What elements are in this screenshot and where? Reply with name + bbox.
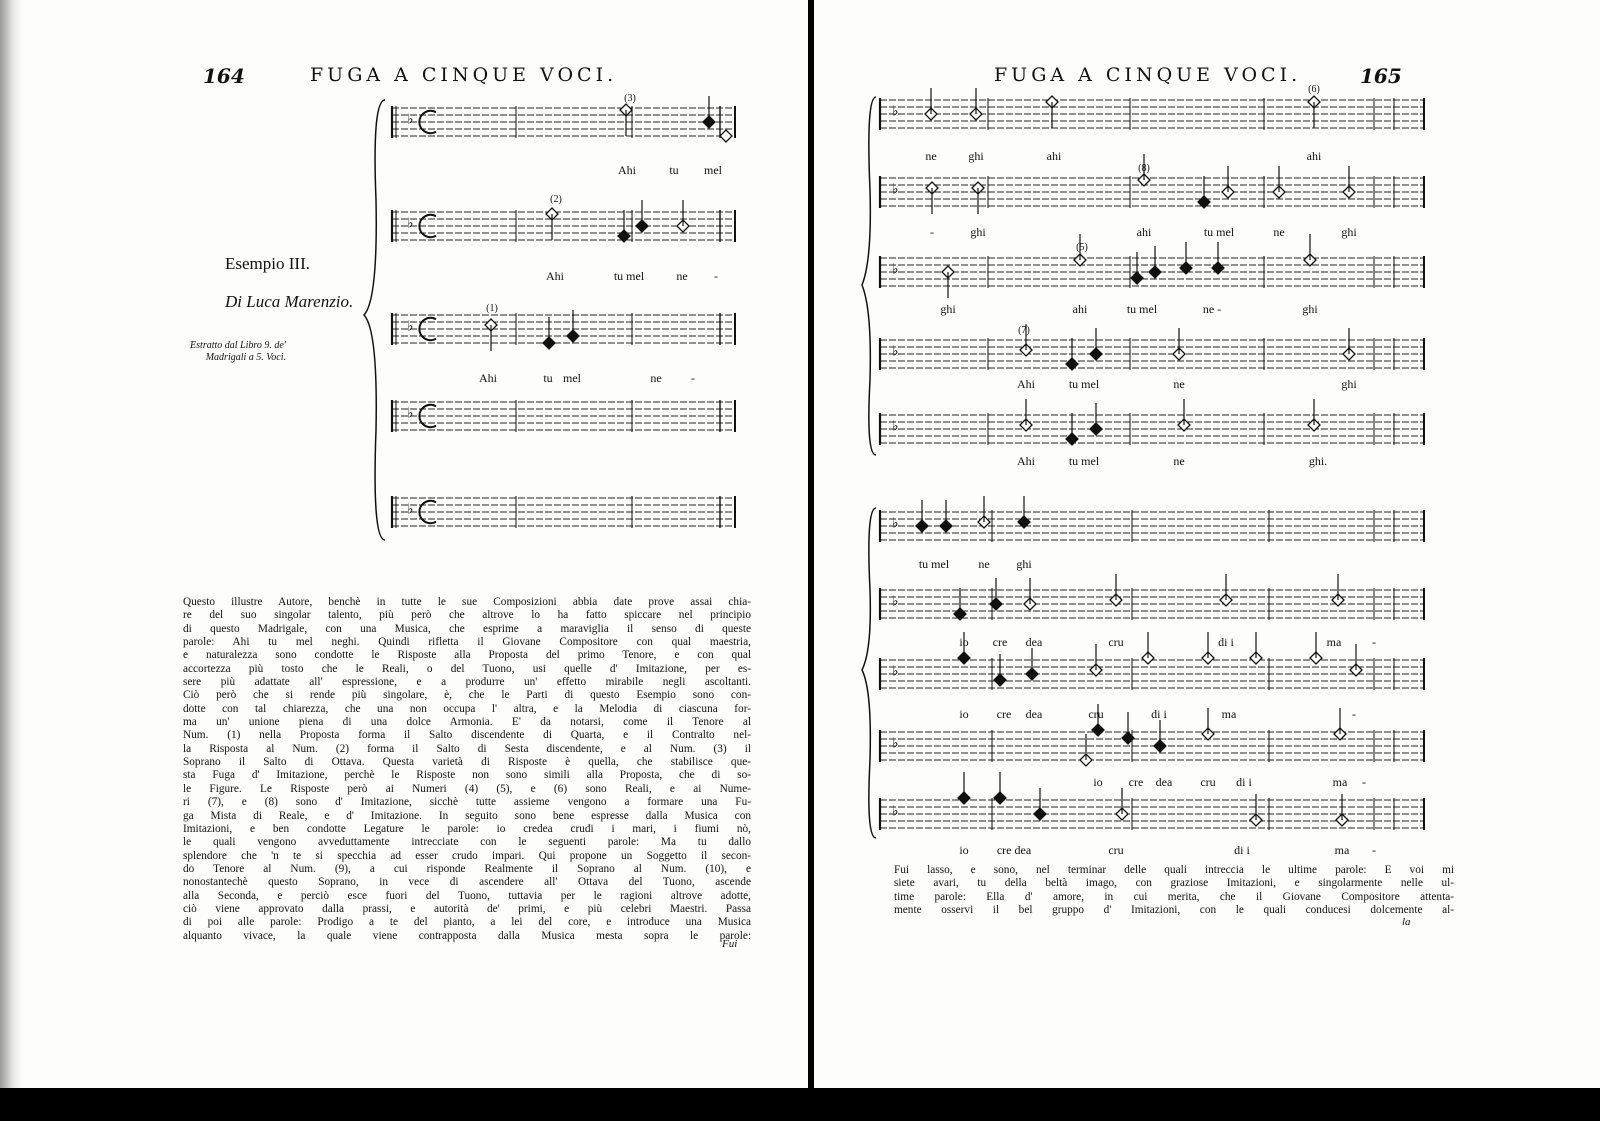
flat-sign: ♭ xyxy=(407,215,414,232)
page-number: 165 xyxy=(1360,64,1402,88)
lyric-syllable: cru xyxy=(1108,843,1124,857)
text-line: le Figure. Le Risposte però ai Numeri (4) (5), e (6) sono Reali, e ai Nume- xyxy=(183,782,751,795)
lyric-syllable: Ahi xyxy=(479,371,497,385)
lyric-syllable: ahi xyxy=(1136,225,1152,239)
body-text-left xyxy=(183,596,751,943)
text-line: splendore che 'n te si specchia ad esser crudo impari. Qui propone un Soggetto il secon- xyxy=(183,849,751,862)
lyric-syllable: ghi xyxy=(1341,225,1357,239)
example-author: Di Luca Marenzio. xyxy=(225,292,354,311)
lyric-syllable: tu mel xyxy=(1126,302,1158,316)
flat-sign: ♭ xyxy=(407,318,414,335)
text-line: e naturalezza sono condotte le Risposte alla Proposta del primo Tenore, e con qual xyxy=(183,649,751,662)
lyric-syllable: cru xyxy=(1108,635,1124,649)
system-brace xyxy=(862,508,876,838)
lyric-syllable: ghi xyxy=(1016,557,1032,571)
flat-sign: ♭ xyxy=(407,405,414,422)
reference-number: (5) xyxy=(1076,242,1088,253)
lyric-syllable: tu mel xyxy=(613,269,645,283)
text-line: ciò viene approvato dalla prassi, e autorità de' primi, e più celebri Maestri. Passa xyxy=(183,902,751,915)
lyric-syllable: mel xyxy=(563,371,581,385)
lyric-syllable: ahi xyxy=(1046,149,1062,163)
flat-sign: ♭ xyxy=(407,501,414,518)
lyric-syllable: ne - xyxy=(1202,302,1222,316)
flat-sign: ♭ xyxy=(892,803,899,820)
text-line: sere più adattate all' espressione, e a produrre un' effetto mirabile negli ascoltanti. xyxy=(183,676,751,689)
text-line: Questo illustre Autore, benchè in tutte le sue Composizioni abbia date prove assai chia- xyxy=(183,596,751,608)
flat-sign: ♭ xyxy=(892,515,899,532)
text-line: Soprano il Salto di Ottava. Questa varietà di Risposte è quella, che stabilisce que- xyxy=(183,756,751,769)
lyric-syllable: tu xyxy=(669,163,679,177)
catchword: la xyxy=(1402,916,1411,928)
text-line: Num. (1) nella Proposta forma il Salto discendente di Quarta, e il Contralto nel- xyxy=(183,729,751,742)
lyric-syllable: ghi xyxy=(940,302,956,316)
lyric-syllable: tu mel xyxy=(1068,377,1100,391)
lyric-syllable: di i xyxy=(1234,843,1250,857)
text-line: time parole: Ella d' amore, in cui merita, che il Giovane Compositore attenta- xyxy=(894,890,1454,903)
system-brace xyxy=(364,100,385,540)
lyric-syllable: di i xyxy=(1151,707,1167,721)
text-line: di questo Madrigale, con una Musica, che esprime a maraviglia il senso di queste xyxy=(183,622,751,635)
example-source: Estratto dal Libro 9. de' Madrigali a 5. Voci. xyxy=(190,340,286,363)
lyric-syllable: - xyxy=(1372,843,1376,857)
reference-number: (3) xyxy=(624,93,636,104)
text-line: ga Mista di Reale, e d' Imitazione. In seguito sono bene espresse dalla Musica con xyxy=(183,809,751,822)
lyric-syllable: mel xyxy=(704,163,722,177)
reference-number: (6) xyxy=(1308,84,1320,95)
text-line: Fui lasso, e sono, nel terminar delle quali intreccia le ultime parole: E voi mi xyxy=(894,864,1454,876)
lyric-syllable: ne xyxy=(1273,225,1285,239)
flat-sign: ♭ xyxy=(892,103,899,120)
reference-number: (7) xyxy=(1018,325,1030,336)
lyric-syllable: ne xyxy=(1173,454,1185,468)
lyric-syllable: cre xyxy=(996,707,1012,721)
lyric-syllable: ghi. xyxy=(1308,454,1328,468)
lyric-syllable: ne xyxy=(676,269,688,283)
flat-sign: ♭ xyxy=(892,343,899,360)
music-score-right xyxy=(814,0,1600,860)
lyric-syllable: di i xyxy=(1236,775,1252,789)
lyric-syllable: Ahi xyxy=(546,269,564,283)
lyric-syllable: dea xyxy=(1155,775,1173,789)
running-title: FUGA A CINQUE VOCI. xyxy=(310,64,618,86)
lyric-syllable: io xyxy=(959,843,969,857)
lyric-syllable: ne xyxy=(650,371,662,385)
body-text-right xyxy=(894,864,1454,917)
lyric-syllable: ghi xyxy=(968,149,984,163)
lyric-syllable: - xyxy=(930,225,934,239)
lyric-syllable: ma xyxy=(1332,775,1348,789)
text-line: ma un' unione piena di una dolce Armonia. E' da notarsi, come il Tenore al xyxy=(183,716,751,729)
flat-sign: ♭ xyxy=(892,418,899,435)
text-line: accortezza più tosto che le Reali, o del Tuono, usi quelle d' Imitazione, per es- xyxy=(183,662,751,675)
lyric-syllable: cre xyxy=(992,635,1008,649)
flat-sign: ♭ xyxy=(892,593,899,610)
lyric-syllable: ne xyxy=(978,557,990,571)
lyric-syllable: cre xyxy=(1128,775,1144,789)
lyric-syllable: ahi xyxy=(1072,302,1088,316)
flat-sign: ♭ xyxy=(892,735,899,752)
lyric-syllable: tu mel xyxy=(918,557,950,571)
text-line: parole: Ahi tu mel neghi. Quindi rifletta il Giovane Compositore con qual maestria, xyxy=(183,636,751,649)
flat-sign: ♭ xyxy=(892,663,899,680)
text-line: Imitazioni, e ben condotte Legature le parole: io credea crudi i mari, i fiumi nò, xyxy=(183,822,751,835)
reference-number: (8) xyxy=(1138,163,1150,174)
text-line: Ciò però che si rende più singolare, è, che le Parti di questo Esempio sono con- xyxy=(183,689,751,702)
text-line: do Tenore al Num. (9), a cui risponde Realmente il Soprano al Num. (10), e xyxy=(183,862,751,875)
lyric-syllable: tu mel xyxy=(1203,225,1235,239)
text-line: le quali vengono avveduttamente intrecciate con le seguenti parole: Ma tu dallo xyxy=(183,836,751,849)
flat-sign: ♭ xyxy=(892,261,899,278)
lyric-syllable: tu xyxy=(543,371,553,385)
lyric-syllable: io xyxy=(1093,775,1103,789)
lyric-syllable: - xyxy=(1362,775,1366,789)
lyric-syllable: io xyxy=(959,635,969,649)
lyric-syllable: tu mel xyxy=(1068,454,1100,468)
flat-sign: ♭ xyxy=(407,111,414,128)
lyric-syllable: - xyxy=(691,371,695,385)
right-page xyxy=(814,0,1600,1088)
text-line: mente osservi il bel gruppo d' Imitazioni, con le quali conducesi dolcemente al- xyxy=(894,904,1454,917)
lyric-syllable: ma xyxy=(1334,843,1350,857)
page-number: 164 xyxy=(203,64,245,88)
lyric-syllable: ma xyxy=(1221,707,1237,721)
lyric-syllable: ma xyxy=(1326,635,1342,649)
reference-number: (2) xyxy=(550,194,562,205)
text-line: dotte con tal chiarezza, che una non occupa l' altra, e la Melodia di ciascuna for- xyxy=(183,702,751,715)
lyric-syllable: ahi xyxy=(1306,149,1322,163)
lyric-syllable: Ahi xyxy=(1017,377,1035,391)
text-line: ri (7), e (8) sono d' Imitazione, sicchè tutte assieme vengono a formare una Fu- xyxy=(183,796,751,809)
running-title: FUGA A CINQUE VOCI. xyxy=(994,64,1302,86)
lyric-syllable: dea xyxy=(1025,635,1043,649)
lyric-syllable: - xyxy=(1352,707,1356,721)
lyric-syllable: ghi xyxy=(1302,302,1318,316)
lyric-syllable: Ahi xyxy=(1017,454,1035,468)
left-page xyxy=(0,0,808,1088)
text-line: sta Fuga d' Imitazione, perchè le Risposte non sono simili alla Proposta, che di so- xyxy=(183,769,751,782)
lyric-syllable: io xyxy=(959,707,969,721)
music-score-left xyxy=(0,0,808,570)
text-line: alquanto vivace, la quale viene contrapposta dalla Musica mesta sopra le parole: xyxy=(183,929,751,942)
text-line: la Risposta al Num. (2) forma il Salto di Sesta discendente, e al Num. (3) il xyxy=(183,742,751,755)
system-brace xyxy=(862,97,876,455)
flat-sign: ♭ xyxy=(892,181,899,198)
lyric-syllable: di i xyxy=(1218,635,1234,649)
text-line: nonostantechè questo Soprano, in vece di ascendere all' Ottava del Tuono, ascende xyxy=(183,876,751,889)
lyric-syllable: dea xyxy=(1025,707,1043,721)
text-line: siete avari, tu della beltà imago, con graziose Imitazioni, e singolarmente nelle ul- xyxy=(894,877,1454,890)
lyric-syllable: ghi xyxy=(1341,377,1357,391)
text-line: di poi alle parole: Prodigo a te del pianto, a lei del core, e introduce una Musica xyxy=(183,916,751,929)
note-head xyxy=(720,130,732,142)
lyric-syllable: ghi xyxy=(970,225,986,239)
lyric-syllable: Ahi xyxy=(618,163,636,177)
lyric-syllable: - xyxy=(714,269,718,283)
lyric-syllable: ne xyxy=(925,149,937,163)
lyric-syllable: cru xyxy=(1200,775,1216,789)
lyric-syllable: ne xyxy=(1173,377,1185,391)
example-title: Esempio III. xyxy=(225,254,310,273)
catchword: Fui xyxy=(722,938,738,950)
lyric-syllable: - xyxy=(1372,635,1376,649)
lyric-syllable: cre dea xyxy=(996,843,1032,857)
text-line: alla Seconda, e perciò esce fuori del Tuono, tuttavia per le ragioni altrove adotte, xyxy=(183,889,751,902)
reference-number: (1) xyxy=(486,303,498,314)
lyric-syllable: cru xyxy=(1088,707,1104,721)
text-line: re del suo singolar talento, più però che altrove lo ha fatto spiccare nel principio xyxy=(183,609,751,622)
